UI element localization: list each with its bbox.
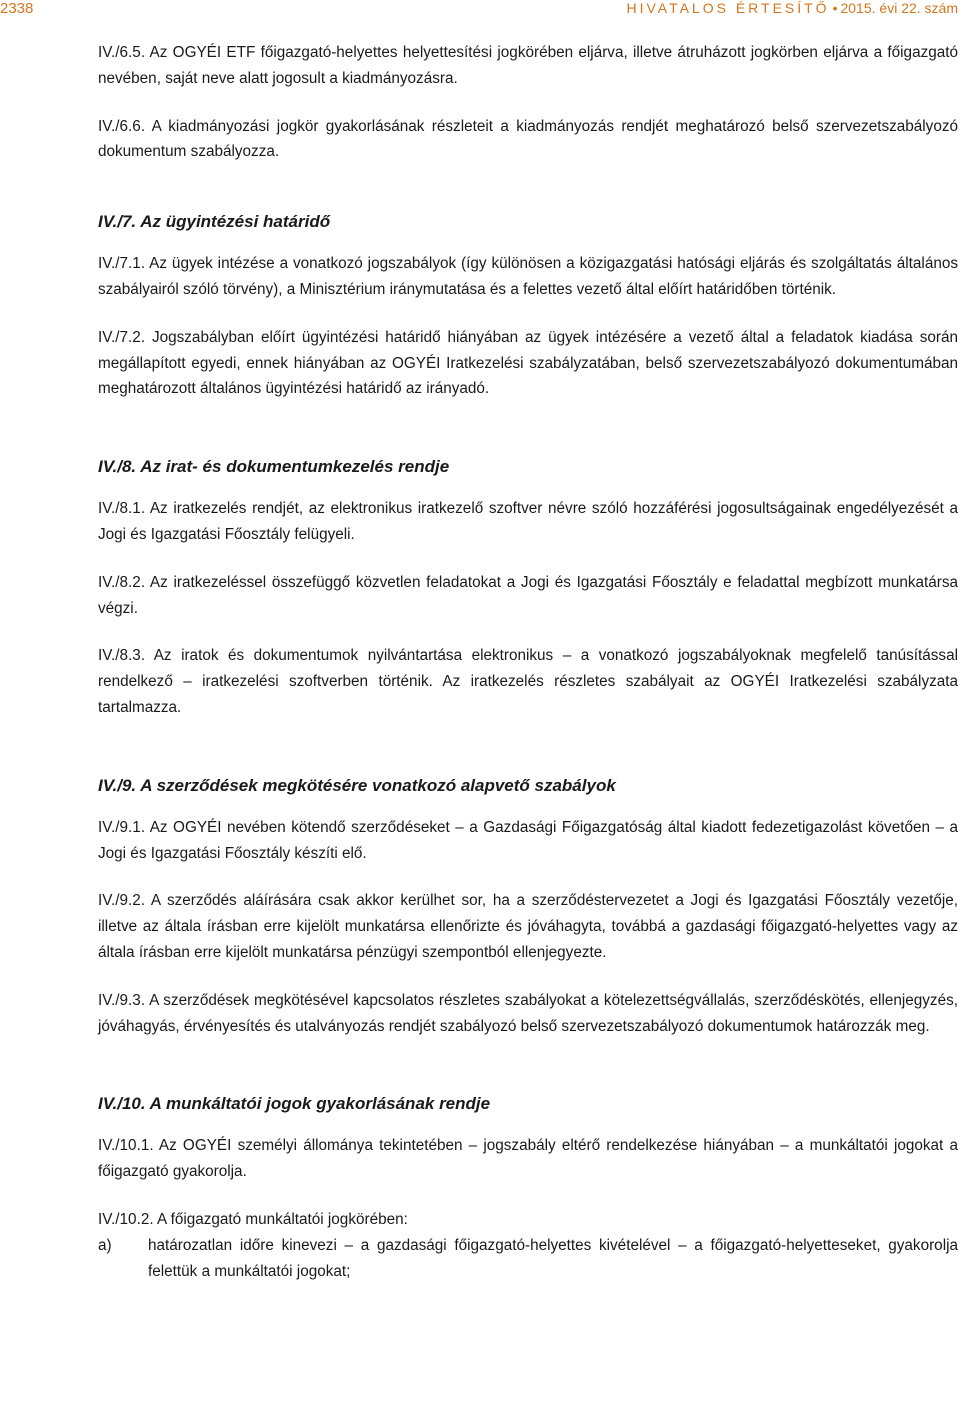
- paragraph-9-2: IV./9.2. A szerződés aláírására csak akkor kerülhet sor, ha a szerződéstervezetet a Jogi és Igazgatási Főosztály vezetője, illetve az általa írásban erre kijelölt munkatársa ellenőrizte és jóváhagyta, továbbá a gazdasági főigazgató-helyettes vagy az általa írásban erre kijelölt munkatársa pénzügyi szempontból ellenjegyezte.: [98, 892, 958, 961]
- issue-label: 2015. évi 22. szám: [840, 0, 958, 16]
- list-marker-a: a): [98, 1236, 112, 1254]
- paragraph-8-2: IV./8.2. Az iratkezeléssel összefüggő közvetlen feladatokat a Jogi és Igazgatási Főosztály e feladattal megbízott munkatársa végzi.: [98, 573, 958, 617]
- list-text-a: határozatlan időre kinevezi – a gazdasági főigazgató-helyettes kivételével – a főigazgató-helyetteseket, gyakorolja felettük a munkáltatói jogokat;: [148, 1236, 958, 1280]
- paragraph-6-5: IV./6.5. Az OGYÉI ETF főigazgató-helyettes helyettesítési jogkörében eljárva, illetve átruházott jogkörben eljárva a főigazgató nevében, saját neve alatt jogosult a kiadmányozásra.: [98, 44, 958, 87]
- page-number: 2338: [0, 0, 34, 17]
- section-heading-8: IV./8. Az irat- és dokumentumkezelés rendje: [98, 457, 450, 477]
- paragraph-9-3: IV./9.3. A szerződések megkötésével kapcsolatos részletes szabályokat a kötelezettségvállalás, szerződéskötés, ellenjegyzés, jóváhagyás, érvényesítés és utalványozás rendjét szabályozó belső szervezetszabályozó dokumentumok határozzák meg.: [98, 991, 958, 1035]
- paragraph-9-1: IV./9.1. Az OGYÉI nevében kötendő szerződéseket – a Gazdasági Főigazgatóság által kiadott fedezetigazolást követően – a Jogi és Igazgatási Főosztály készíti elő.: [98, 818, 958, 862]
- paragraph-8-1: IV./8.1. Az iratkezelés rendjét, az elektronikus iratkezelő szoftver névre szóló hozzáférési jogosultságainak engedélyezését a Jogi és Igazgatási Főosztály felügyeli.: [98, 500, 958, 543]
- section-heading-9: IV./9. A szerződések megkötésére vonatkozó alapvető szabályok: [98, 775, 616, 795]
- paragraph-10-2: IV./10.2. A főigazgató munkáltatói jogkörében:: [98, 1210, 408, 1228]
- document-body: [98, 40, 958, 1284]
- section-heading-10: IV./10. A munkáltatói jogok gyakorlásának rendje: [98, 1094, 491, 1114]
- paragraph-10-1: IV./10.1. Az OGYÉI személyi állománya tekintetében – jogszabály eltérő rendelkezése hiányában – a munkáltatói jogokat a főigazgató gyakorolja.: [98, 1137, 958, 1181]
- section-heading-7: IV./7. Az ügyintézési határidő: [98, 212, 331, 232]
- journal-name: HIVATALOS ÉRTESÍTŐ: [626, 0, 830, 16]
- paragraph-6-6: IV./6.6. A kiadmányozási jogkör gyakorlásának részleteit a kiadmányozás rendjét meghatározó belső szervezetszabályozó dokumentum szabályozza.: [98, 117, 958, 161]
- paragraph-8-3: IV./8.3. Az iratok és dokumentumok nyilvántartása elektronikus – a vonatkozó jogszabályoknak megfelelő tanúsítással rendelkező – iratkezelési szoftverben történik. Az iratkezelés részletes szabályait az OGYÉI Iratkezelési szabályzata tartalmazza.: [98, 647, 958, 716]
- separator-bullet: •: [832, 0, 838, 16]
- page-header: [0, 0, 960, 24]
- paragraph-7-1: IV./7.1. Az ügyek intézése a vonatkozó jogszabályok (így különösen a közigazgatási hatósági eljárás és szolgáltatás általános szabályairól szóló törvény), a Minisztérium iránymutatása és a felettes vezető által előírt határidőben történik.: [98, 255, 958, 298]
- list-item-a: [98, 1233, 958, 1285]
- journal-title: [626, 0, 958, 16]
- paragraph-7-2: IV./7.2. Jogszabályban előírt ügyintézési határidő hiányában az ügyek intézésére a vezető által a feladatok kiadása során megállapított egyedi, ennek hiányában az OGYÉI Iratkezelési szabályzatában, belső szervezetszabályozó dokumentumában meghatározott általános ügyintézési határidő az irányadó.: [98, 328, 958, 398]
